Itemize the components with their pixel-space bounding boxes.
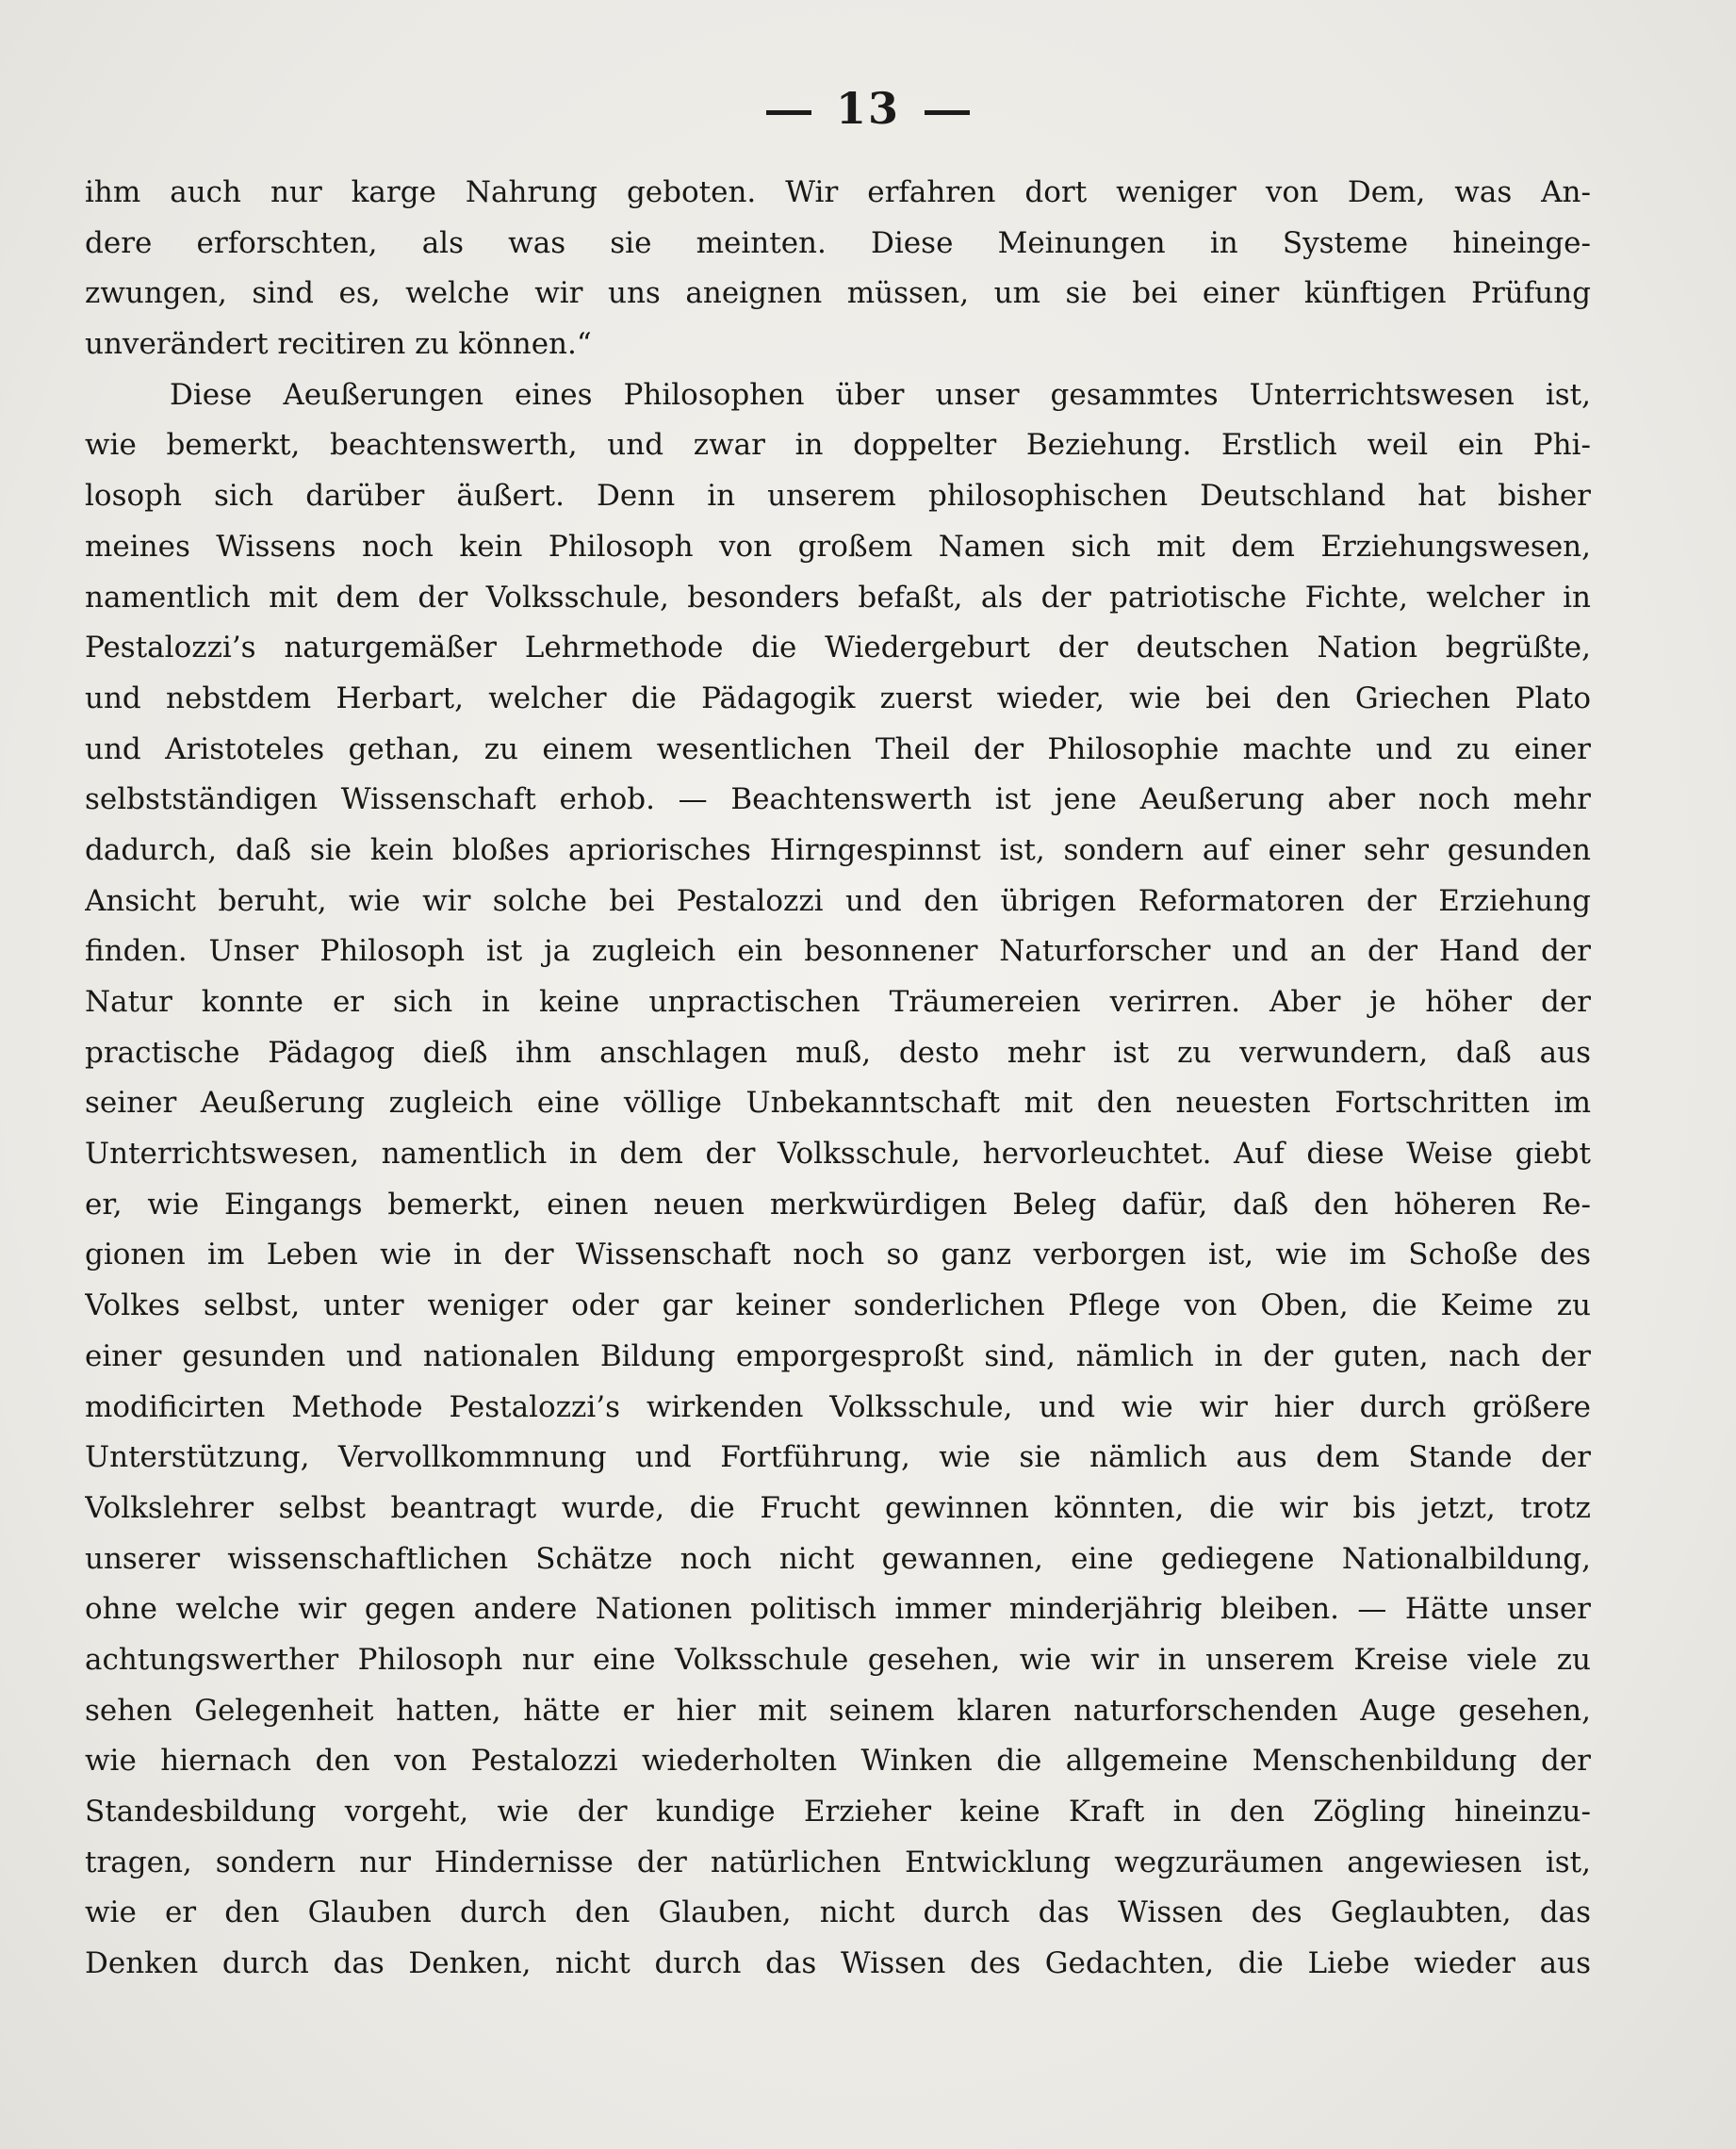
text-line: ohne welche wir gegen andere Nationen politisch immer minderjährig bleiben. — Hätte unser [85, 1592, 1591, 1627]
text-line: Natur konnte er sich in keine unpractischen Träumereien verirren. Aber je höher der [85, 985, 1591, 1019]
text-line: Pestalozzi’s naturgemäßer Lehrmethode die Wiedergeburt der deutschen Nation begrüßte, [85, 631, 1591, 665]
page-number-value: 13 [835, 83, 900, 134]
text-line: und Aristoteles gethan, zu einem wesentlichen Theil der Philosophie machte und zu einer [85, 731, 1591, 766]
text-line: modificirten Methode Pestalozzi’s wirkenden Volksschule, und wie wir hier durch größere [85, 1389, 1591, 1424]
text-line: achtungswerther Philosoph nur eine Volksschule gesehen, wie wir in unserem Kreise viele zu [85, 1642, 1591, 1677]
text-line: ihm auch nur karge Nahrung geboten. Wir erfahren dort weniger von Dem, was An- [85, 175, 1591, 209]
text-line: Ansicht beruht, wie wir solche bei Pestalozzi und den übrigen Reformatoren der Erziehung [85, 883, 1591, 918]
text-line: Standesbildung vorgeht, wie der kundige Erzieher keine Kraft in den Zögling hineinzu- [85, 1795, 1591, 1829]
text-line: Volkslehrer selbst beantragt wurde, die Frucht gewinnen könnten, die wir bis jetzt, trotz [85, 1490, 1591, 1525]
text-line: finden. Unser Philosoph ist ja zugleich ein besonnener Naturforscher und an der Hand der [85, 934, 1591, 969]
page-number-dash-left [766, 110, 811, 115]
page-number [0, 83, 1736, 134]
text-line: zwungen, sind es, welche wir uns aneignen müssen, um sie bei einer künftigen Prüfung [85, 276, 1591, 311]
text-line: selbstständigen Wissenschaft erhob. — Beachtenswerth ist jene Aeußerung aber noch mehr [85, 782, 1591, 817]
text-line: seiner Aeußerung zugleich eine völlige Unbekanntschaft mit den neuesten Fortschritten im [85, 1086, 1591, 1121]
text-line: Diese Aeußerungen eines Philosophen über unser gesammtes Unterrichtswesen ist, [170, 377, 1591, 412]
text-line: wie er den Glauben durch den Glauben, nicht durch das Wissen des Geglaubten, das [85, 1895, 1591, 1930]
text-line: Denken durch das Denken, nicht durch das Wissen des Gedachten, die Liebe wieder aus [85, 1946, 1591, 1981]
text-line: unverändert recitiren zu können.“ [85, 327, 592, 362]
text-line: tragen, sondern nur Hindernisse der natürlichen Entwicklung wegzuräumen angewiesen ist, [85, 1845, 1591, 1879]
text-line: practische Pädagog dieß ihm anschlagen muß, desto mehr ist zu verwundern, daß aus [85, 1035, 1591, 1070]
text-line: losoph sich darüber äußert. Denn in unserem philosophischen Deutschland hat bisher [85, 479, 1591, 514]
text-line: einer gesunden und nationalen Bildung emporgesproßt sind, nämlich in der guten, nach der [85, 1338, 1591, 1373]
text-line: sehen Gelegenheit hatten, hätte er hier mit seinem klaren naturforschenden Auge gesehen, [85, 1693, 1591, 1728]
text-line: meines Wissens noch kein Philosoph von großem Namen sich mit dem Erziehungswesen, [85, 529, 1591, 564]
text-line: und nebstdem Herbart, welcher die Pädagogik zuerst wieder, wie bei den Griechen Plato [85, 681, 1591, 715]
text-line: wie bemerkt, beachtenswerth, und zwar in doppelter Beziehung. Erstlich weil ein Phi- [85, 428, 1591, 463]
text-line: Unterrichtswesen, namentlich in dem der Volksschule, hervorleuchtet. Auf diese Weise giebt [85, 1137, 1591, 1172]
text-line: wie hiernach den von Pestalozzi wiederholten Winken die allgemeine Menschenbildung der [85, 1744, 1591, 1779]
text-line: Unterstützung, Vervollkommnung und Fortführung, wie sie nämlich aus dem Stande der [85, 1440, 1591, 1475]
text-line: er, wie Eingangs bemerkt, einen neuen merkwürdigen Beleg dafür, daß den höheren Re- [85, 1187, 1591, 1222]
text-line: Volkes selbst, unter weniger oder gar keiner sonderlichen Pflege von Oben, die Keime zu [85, 1288, 1591, 1323]
page-number-dash-right [925, 110, 970, 115]
text-line: gionen im Leben wie in der Wissenschaft noch so ganz verborgen ist, wie im Schoße des [85, 1238, 1591, 1272]
body-text [85, 168, 1591, 1990]
text-line: namentlich mit dem der Volksschule, besonders befaßt, als der patriotische Fichte, welcher in [85, 580, 1591, 615]
text-line: dere erforschten, als was sie meinten. Diese Meinungen in Systeme hineinge- [85, 225, 1591, 260]
text-line: dadurch, daß sie kein bloßes apriorisches Hirngespinnst ist, sondern auf einer sehr gesunden [85, 832, 1591, 867]
text-line: unserer wissenschaftlichen Schätze noch nicht gewannen, eine gediegene Nationalbildung, [85, 1541, 1591, 1576]
